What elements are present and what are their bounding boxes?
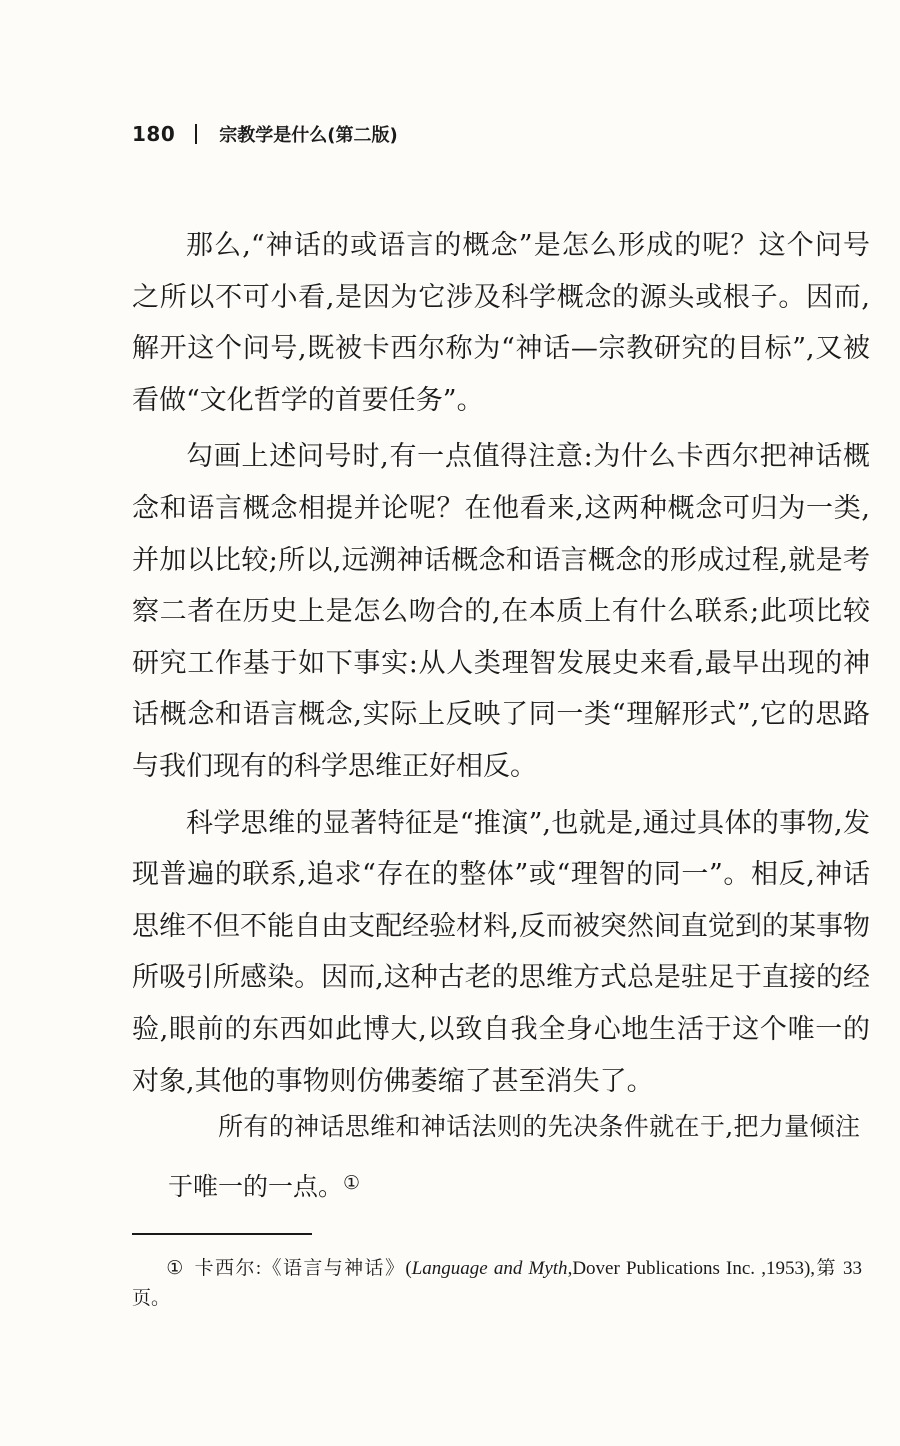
footnote-text (132, 1254, 862, 1314)
header-divider (195, 124, 197, 144)
footnote (132, 1254, 862, 1314)
running-head (132, 118, 398, 150)
book-title: 宗教学是什么(第二版) (219, 125, 398, 146)
paragraph: 科学思维的显著特征是“推演”,也就是,通过具体的事物,发现普遍的联系,追求“存在的整体”或“理智的同一”。相反,神话思维不但不能自由支配经验材料,反而被突然间直觉到的某事物所吸引所感染。因而,这种古老的思维方式总是驻足于直接的经验,眼前的东西如此博大,以致自我全身心地生活于这个唯一的对象,其他的事物则仿佛萎缩了甚至消失了。 (132, 807, 870, 1097)
paragraph: 那么,“神话的或语言的概念”是怎么形成的呢？这个问号之所以不可小看,是因为它涉及科学概念的源头或根子。因而,解开这个问号,既被卡西尔称为“神话—宗教研究的目标”,又被看做“文化哲学的首要任务”。 (132, 230, 870, 416)
footnote-reference[interactable]: ① (343, 1172, 361, 1194)
footnote-divider (132, 1233, 312, 1235)
quote-text: 所有的神话思维和神话法则的先决条件就在于,把力量倾注于唯一的一点。 (168, 1112, 860, 1201)
footnote-book-title: Language and Myth (411, 1258, 568, 1279)
footnote-mark: ① (166, 1258, 185, 1279)
footnote-suffix: ,Dover Publications Inc. ,1953),第 33 页。 (132, 1258, 863, 1309)
block-quote (168, 1098, 860, 1215)
paragraph: 勾画上述问号时,有一点值得注意:为什么卡西尔把神话概念和语言概念相提并论呢？在他看来,这两种概念可归为一类,并加以比较;所以,远溯神话概念和语言概念的形成过程,就是考察二者在历史上是怎么吻合的,在本质上有什么联系;此项比较研究工作基于如下事实:从人类理智发展史来看,最早出现的神话概念和语言概念,实际上反映了同一类“理解形式”,它的思路与我们现有的科学思维正好相反。 (132, 441, 870, 782)
body-text (132, 220, 870, 1112)
footnote-prefix: 卡西尔:《语言与神话》( (194, 1258, 412, 1279)
page-number: 180 (132, 122, 176, 146)
quote-paragraph (168, 1098, 860, 1215)
